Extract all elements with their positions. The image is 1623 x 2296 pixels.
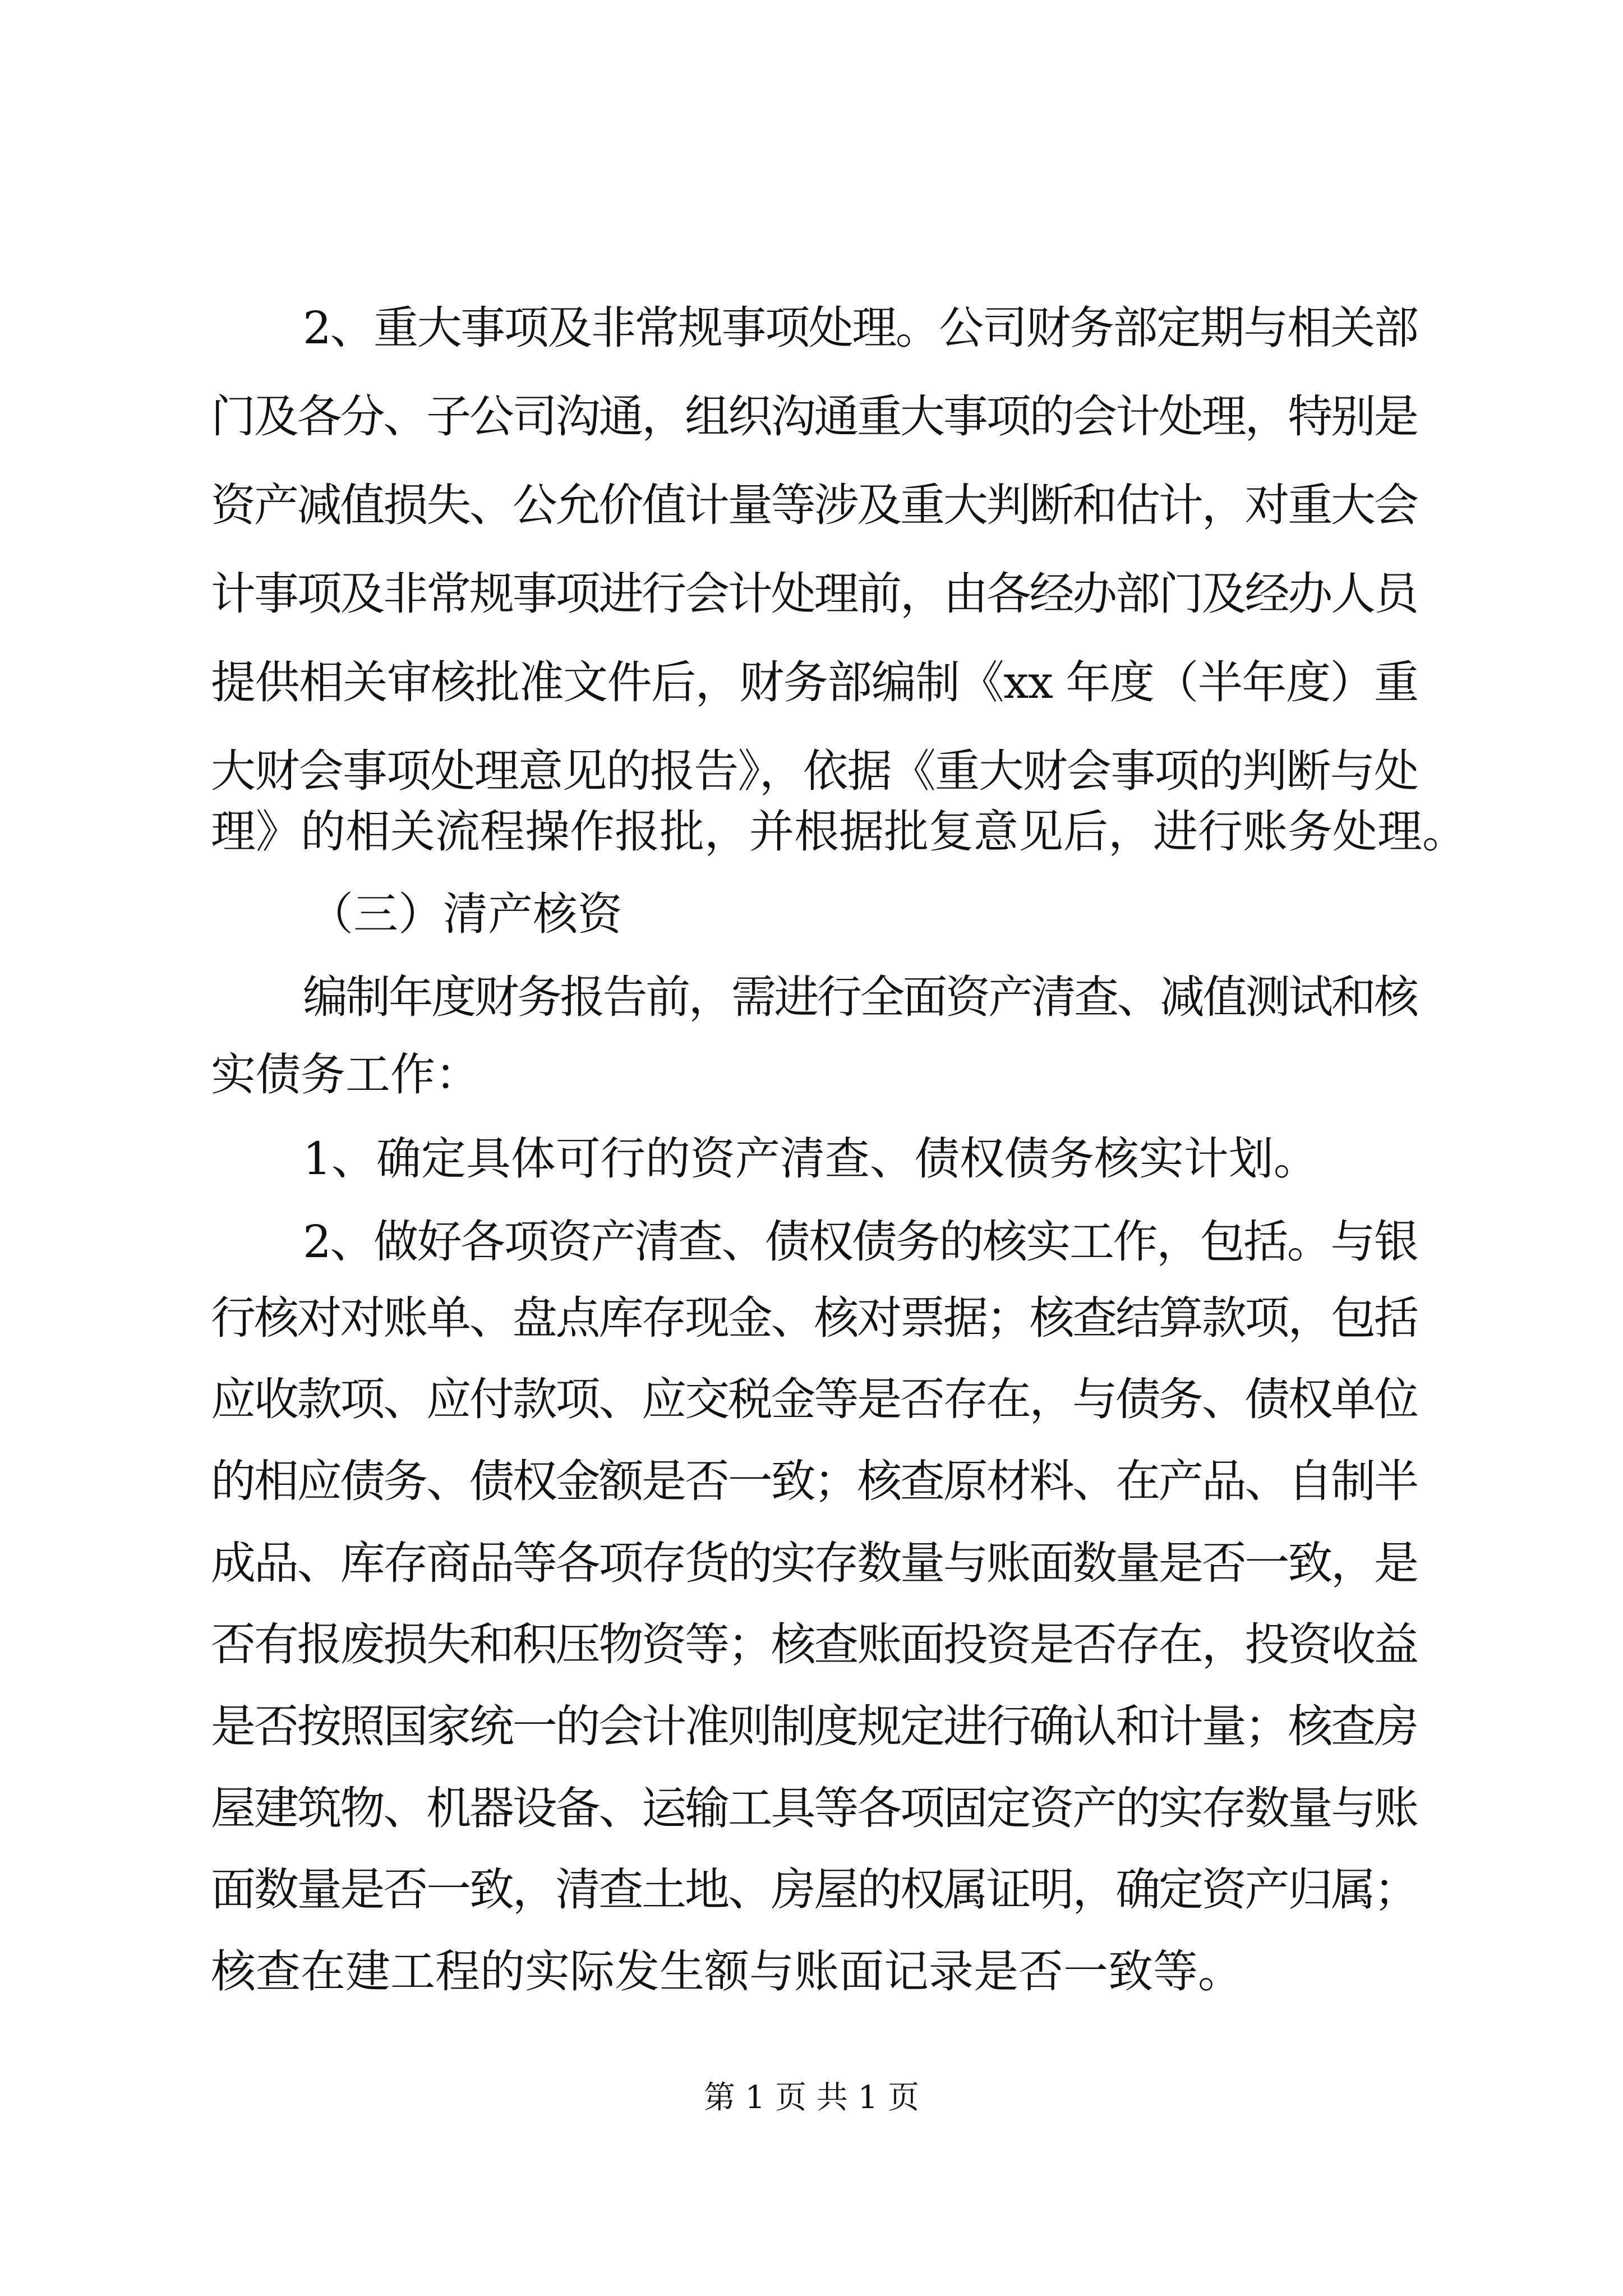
paragraph-4-line-6: 否有报废损失和积压物资等；核查账面投资是否存在，投资收益	[211, 1618, 1417, 1671]
paragraph-2-line-2: 实债务工作：	[211, 1048, 480, 1101]
paragraph-4-line-8: 屋建筑物、机器设备、运输工具等各项固定资产的实存数量与账	[211, 1782, 1417, 1834]
paragraph-1-line-4: 计事项及非常规事项进行会计处理前，由各经办部门及经办人员	[211, 568, 1417, 620]
paragraph-4-line-7: 是否按照国家统一的会计准则制度规定进行确认和计量；核查房	[211, 1700, 1417, 1752]
paragraph-4-line-3: 应收款项、应付款项、应交税金等是否存在，与债务、债权单位	[211, 1373, 1417, 1425]
paragraph-1-line-3: 资产减值损失、公允价值计量等涉及重大判断和估计，对重大会	[211, 479, 1417, 531]
paragraph-4-line-9: 面数量是否一致，清查土地、房屋的权属证明，确定资产归属；	[211, 1864, 1417, 1916]
paragraph-1-line-6: 大财会事项处理意见的报告》，依据《重大财会事项的判断与处	[211, 745, 1418, 797]
page-number-footer: 第 1 页 共 1 页	[703, 2079, 920, 2116]
paragraph-2-line-1: 编制年度财务报告前，需进行全面资产清查、减值测试和核	[303, 971, 1417, 1023]
paragraph-1-line-2: 门及各分、子公司沟通，组织沟通重大事项的会计处理，特别是	[211, 390, 1417, 443]
paragraph-4-line-2: 行核对对账单、盘点库存现金、核对票据；核查结算款项，包括	[211, 1292, 1417, 1344]
paragraph-1-line-5: 提供相关审核批准文件后，财务部编制《xx 年度（半年度）重	[211, 656, 1418, 708]
section-heading: （三）清产核资	[308, 888, 623, 940]
paragraph-1-line-7: 理》的相关流程操作报批，并根据批复意见后，进行账务处理。	[211, 806, 1467, 858]
paragraph-3-line-1: 1、确定具体可行的资产清查、债权债务核实计划。	[303, 1133, 1318, 1185]
paragraph-4-line-1: 2、做好各项资产清查、债权债务的核实工作，包括。与银	[303, 1216, 1418, 1268]
paragraph-1-line-1: 2、重大事项及非常规事项处理。公司财务部定期与相关部	[303, 302, 1418, 354]
paragraph-4-line-10: 核查在建工程的实际发生额与账面记录是否一致等。	[211, 1945, 1243, 1998]
paragraph-4-line-5: 成品、库存商品等各项存货的实存数量与账面数量是否一致，是	[211, 1537, 1417, 1589]
paragraph-4-line-4: 的相应债务、债权金额是否一致；核查原材料、在产品、自制半	[211, 1455, 1417, 1507]
